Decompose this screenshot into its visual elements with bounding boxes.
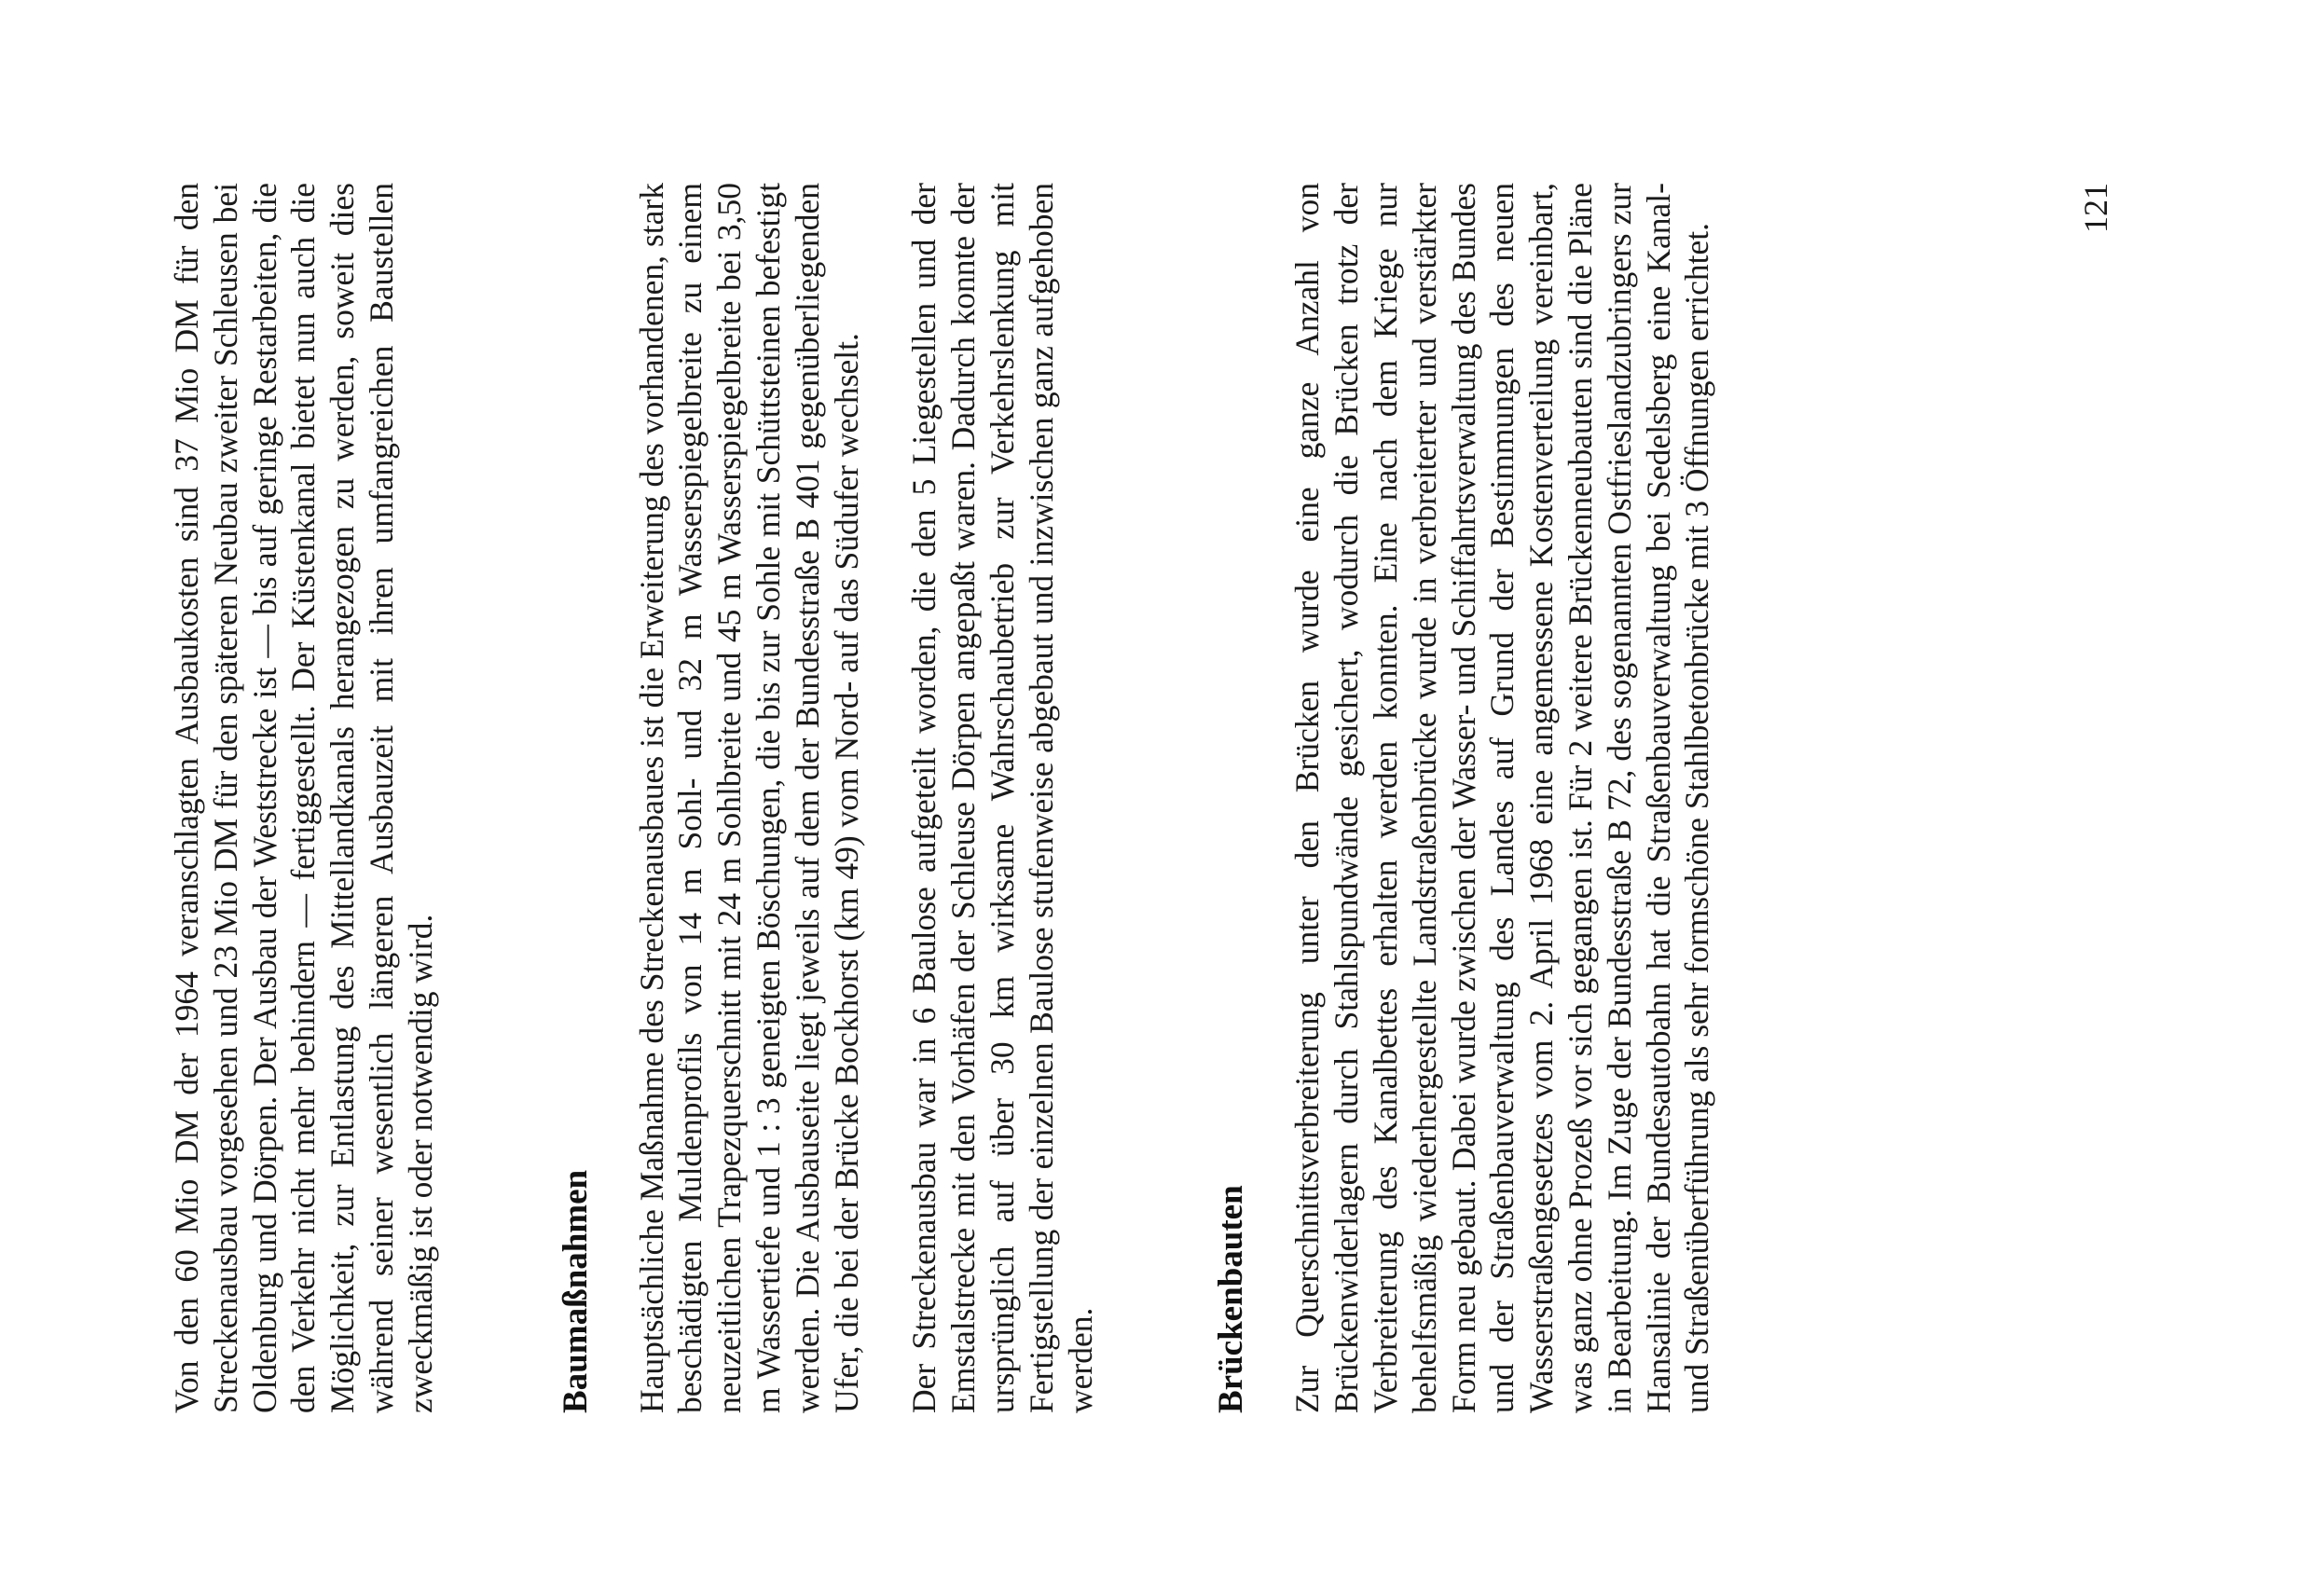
- paragraph-brueckenbauten: Zur Querschnittsverbreiterung unter den Brücken wurde eine ganze Anzahl von Brückenwiderlagern durch Stahlspundwände gesichert, wodurch die Brücken trotz der Verbreiterung des Kanalbettes erhalten werden konnten. Eine nach dem Kriege nur behelfsmäßig wiederhergestellte Landstraßenbrücke wurde in verbreiterter und verstärkter Form neu gebaut. Dabei wurde zwischen der Wasser- und Schiffahrtsverwaltung des Bundes und der Straßenbauverwaltung des Landes auf Grund der Bestimmungen des neuen Wasserstraßengesetzes vom 2. April 1968 eine angemessene Kostenverteilung vereinbart, was ganz ohne Prozeß vor sich gegangen ist. Für 2 weitere Brückenneubauten sind die Pläne in Bearbeitung. Im Zuge der Bundesstraße B 72, des sogenannten Ostfrieslandzubringers zur Hansalinie der Bundesautobahn hat die Straßenbauverwaltung bei Sedelsberg eine Kanal- und Straßenüberführung als sehr formschöne Stahlbetonbrücke mit 3 Öffnungen errichtet.: [1288, 183, 1716, 1413]
- paragraph-ausbaukosten: Von den 60 Mio DM der 1964 veranschlagten Ausbaukosten sind 37 Mio DM für den Streckenausbau vorgesehen und 23 Mio DM für den späteren Neubau zweiter Schleusen bei Oldenburg und Dörpen. Der Ausbau der Weststrecke ist — bis auf geringe Restarbeiten, die den Verkehr nicht mehr behindern — fertiggestellt. Der Küstenkanal bietet nun auch die Möglichkeit, zur Entlastung des Mittellandkanals herangezogen zu werden, soweit dies während seiner wesentlich längeren Ausbauzeit mit ihren umfangreichen Baustellen zweckmäßig ist oder notwendig wird.: [168, 183, 439, 1413]
- page-number: 121: [2077, 183, 2114, 233]
- heading-baumassnahmen: Baumaßnahmen: [556, 1169, 595, 1413]
- paragraph-baulose: Der Streckenausbau war in 6 Baulose aufgeteilt worden, die den 5 Liegestellen und der Emstalstrecke mit den Vorhäfen der Schleuse Dörpen angepaßt waren. Dadurch konnte der ursprünglich auf über 30 km wirksame Wahrschaubetrieb zur Verkehrslenkung mit Fertigstellung der einzelnen Baulose stufenweise abgebaut und inzwischen ganz aufgehoben werden.: [905, 183, 1099, 1413]
- heading-brueckenbauten: Brückenbauten: [1212, 1185, 1251, 1413]
- text-column: [168, 183, 1717, 1413]
- paragraph-streckenausbau-massnahme: Hauptsächliche Maßnahme des Streckenausbaues ist die Erweiterung des vorhandenen, stark beschädigten Muldenprofils von 14 m Sohl- und 32 m Wasserspiegelbreite zu einem neuzeitlichen Trapezquerschnitt mit 24 m Sohlbreite und 45 m Wasserspiegelbreite bei 3,50 m Wassertiefe und 1 : 3 geneigten Böschungen, die bis zur Sohle mit Schüttsteinen befestigt werden. Die Ausbauseite liegt jeweils auf dem der Bundesstraße B 401 gegenüberliegenden Ufer, die bei der Brücke Bockhorst (km 49) vom Nord- auf das Südufer wechselt.: [632, 183, 865, 1413]
